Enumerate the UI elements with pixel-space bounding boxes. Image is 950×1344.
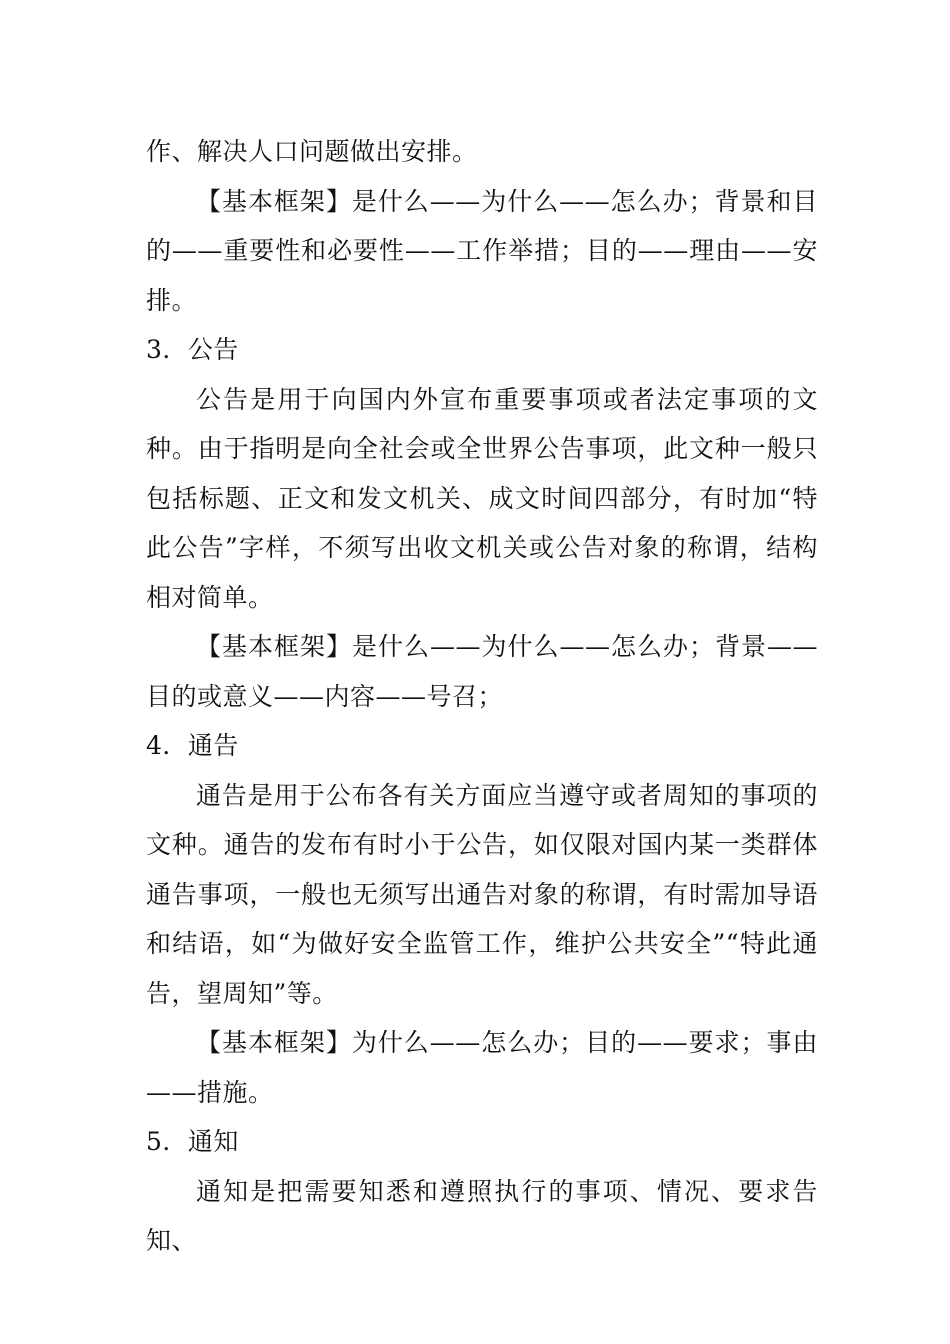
- paragraph-notification: 通知是把需要知悉和遵照执行的事项、情况、要求告知、: [146, 1176, 818, 1255]
- section-heading-5: 5．通知: [146, 1127, 239, 1156]
- paragraph-framework-3: 【基本框架】为什么——怎么办；目的——要求；事由——措施。: [146, 1028, 818, 1107]
- paragraph-framework-2: 【基本框架】是什么——为什么——怎么办；背景——目的或意义——内容——号召；: [146, 632, 818, 711]
- section-heading-4: 4．通告: [146, 731, 239, 760]
- paragraph-framework-1: 【基本框架】是什么——为什么——怎么办；背景和目的——重要性和必要性——工作举措；目的——理由——安排。: [146, 186, 818, 315]
- paragraph-continuation: 作、解决人口问题做出安排。: [146, 137, 478, 166]
- paragraph-announcement: 公告是用于向国内外宣布重要事项或者法定事项的文种。由于指明是向全社会或全世界公告事项，此文种一般只包括标题、正文和发文机关、成文时间四部分，有时加“特此公告”字样，不须写出收文机关或公告对象的称谓，结构相对简单。: [146, 384, 818, 612]
- document-body: [146, 127, 818, 1266]
- paragraph-notice: 通告是用于公布各有关方面应当遵守或者周知的事项的文种。通告的发布有时小于公告，如仅限对国内某一类群体通告事项，一般也无须写出通告对象的称谓，有时需加导语和结语，如“为做好安全监管工作，维护公共安全”“特此通告，望周知”等。: [146, 780, 818, 1008]
- section-heading-3: 3．公告: [146, 335, 239, 364]
